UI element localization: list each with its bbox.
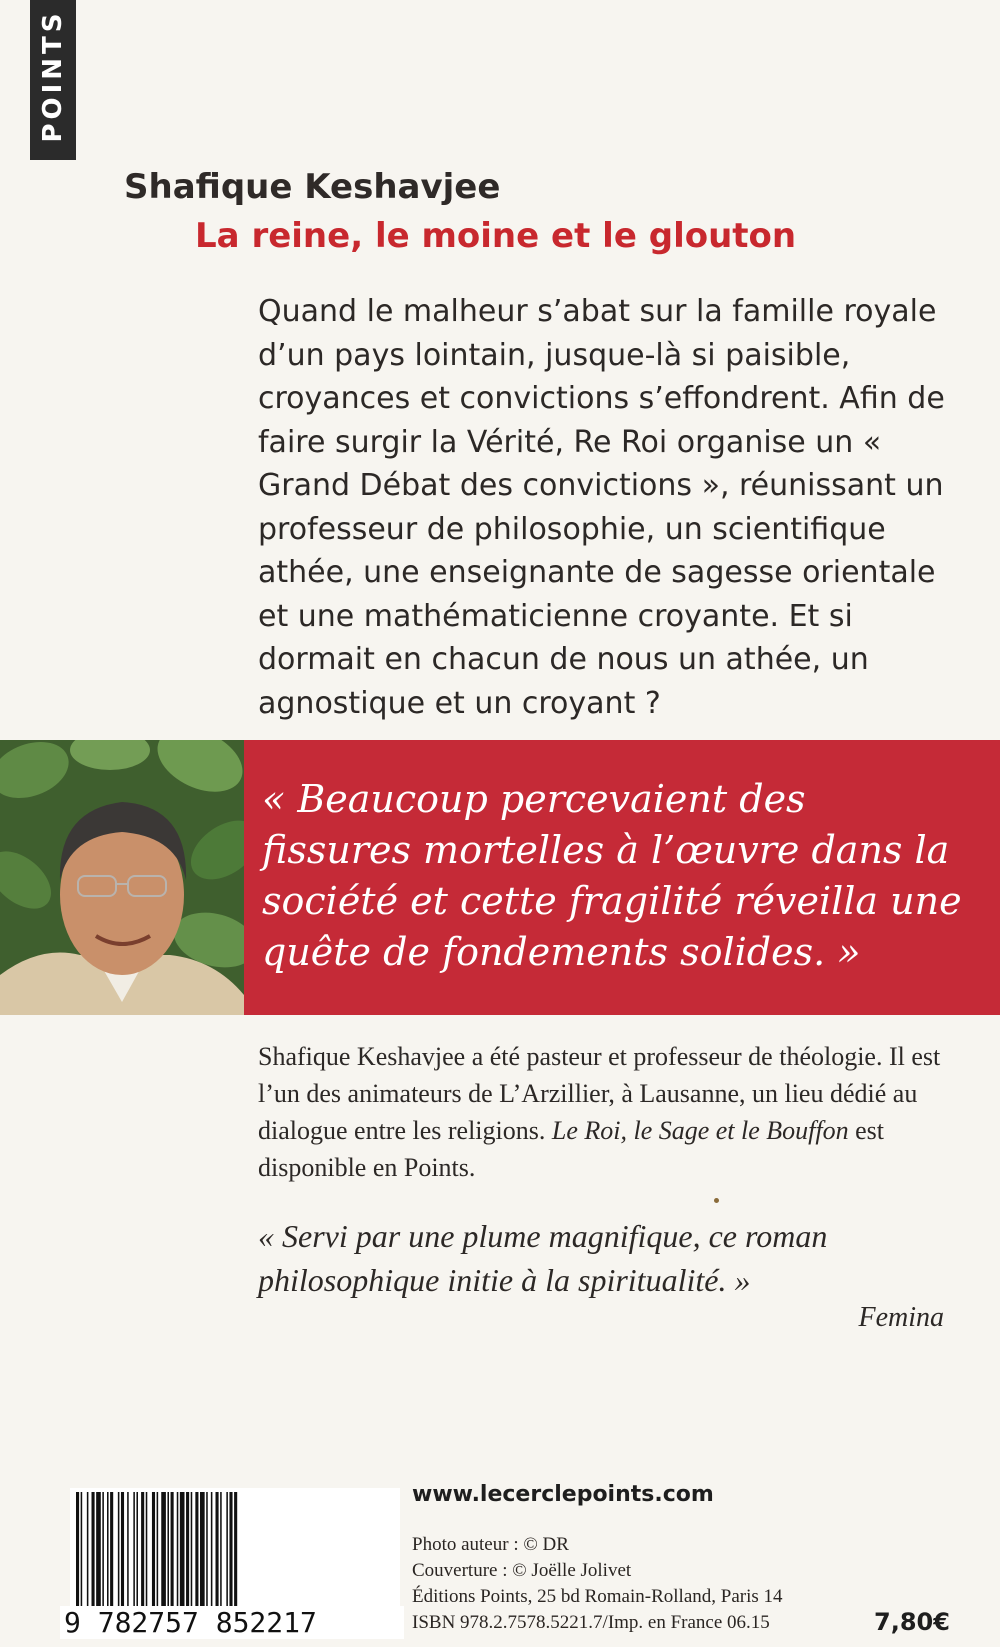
author-name: Shafique Keshavjee bbox=[124, 167, 501, 207]
cover-smudge bbox=[714, 1198, 719, 1203]
barcode-bar bbox=[133, 1492, 135, 1610]
barcode-bar bbox=[102, 1492, 104, 1610]
barcode-bar bbox=[206, 1492, 208, 1610]
barcode-bar bbox=[157, 1492, 159, 1610]
barcode-bar bbox=[121, 1492, 124, 1610]
barcode-bar bbox=[161, 1492, 166, 1610]
other-book-title: Le Roi, le Sage et le Bouffon bbox=[551, 1116, 849, 1145]
barcode-bar bbox=[87, 1492, 89, 1610]
publisher-logo: POINTS bbox=[38, 9, 68, 143]
barcode-bar bbox=[96, 1492, 101, 1610]
barcode-bar bbox=[81, 1492, 83, 1610]
credits-block bbox=[412, 1532, 852, 1636]
barcode-bar bbox=[195, 1492, 198, 1610]
author-bio-suffix: est disponible en Points. bbox=[258, 1116, 885, 1182]
photo-credit: Photo auteur : © DR bbox=[412, 1534, 569, 1555]
barcode-bar bbox=[167, 1492, 169, 1610]
barcode-number: 9 782757 852217 bbox=[60, 1606, 404, 1639]
book-title: La reine, le moine et le glouton bbox=[195, 216, 797, 256]
barcode-bar bbox=[211, 1492, 213, 1610]
publisher-address: Éditions Points, 25 bd Romain-Rolland, Paris 14 bbox=[412, 1586, 783, 1607]
barcode-bar bbox=[191, 1492, 193, 1610]
barcode-bar bbox=[216, 1492, 219, 1610]
isbn-line: ISBN 978.2.7578.5221.7/Imp. en France 06.15 bbox=[412, 1612, 770, 1633]
excerpt-quote: « Beaucoup percevaient des fissures mortelles à l’œuvre dans la société et cette fragilité réveilla une quête de fondements solides. » bbox=[262, 777, 962, 974]
barcode-bar bbox=[186, 1492, 189, 1610]
barcode-bar bbox=[234, 1492, 237, 1610]
cover-credit: Couverture : © Joëlle Jolivet bbox=[412, 1560, 632, 1581]
barcode-bar bbox=[152, 1492, 155, 1610]
price: 7,80€ bbox=[874, 1608, 950, 1636]
press-source: Femina bbox=[858, 1302, 944, 1333]
author-bio-text: Shafique Keshavjee a été pasteur et professeur de théologie. Il est l’un des animateurs de L’Arzillier, à Lausanne, un lieu dédié au dialogue entre les religions. bbox=[258, 1042, 941, 1145]
barcode-bar bbox=[229, 1492, 232, 1610]
barcode-bar bbox=[136, 1492, 138, 1610]
barcode-bar bbox=[110, 1492, 113, 1610]
barcode-bar bbox=[107, 1492, 109, 1610]
author-photo bbox=[0, 740, 244, 1015]
press-quote: « Servi par une plume magnifique, ce roman philosophique initie à la spiritualité. » bbox=[258, 1218, 828, 1298]
barcode-bar bbox=[226, 1492, 228, 1610]
author-bio bbox=[258, 1038, 968, 1186]
barcode-bar bbox=[177, 1492, 179, 1610]
barcode-bar bbox=[200, 1492, 205, 1610]
barcode-bar bbox=[220, 1492, 222, 1610]
barcode-bar bbox=[92, 1492, 95, 1610]
book-summary: Quand le malheur s’abat sur la famille royale d’un pays lointain, jusque-là si paisible, croyances et convictions s’effondrent. Afin de faire surgir la Vérité, Re Roi organise un « Grand Débat des convictions », réunissant un professeur de philosophie, un scientifique athée, une enseignante de sagesse orientale et une mathématicienne croyante. Et si dormait en chacun de nous un athée, un agnostique et un croyant ? bbox=[258, 294, 945, 721]
barcode-bar bbox=[127, 1492, 129, 1610]
barcode-bar bbox=[180, 1492, 185, 1610]
barcode-bar bbox=[146, 1492, 148, 1610]
barcode-bar bbox=[171, 1492, 174, 1610]
barcode-bar bbox=[141, 1492, 144, 1610]
barcode-bar bbox=[118, 1492, 120, 1610]
barcode-bar bbox=[76, 1492, 79, 1610]
publisher-website: www.lecerclepoints.com bbox=[412, 1482, 714, 1507]
